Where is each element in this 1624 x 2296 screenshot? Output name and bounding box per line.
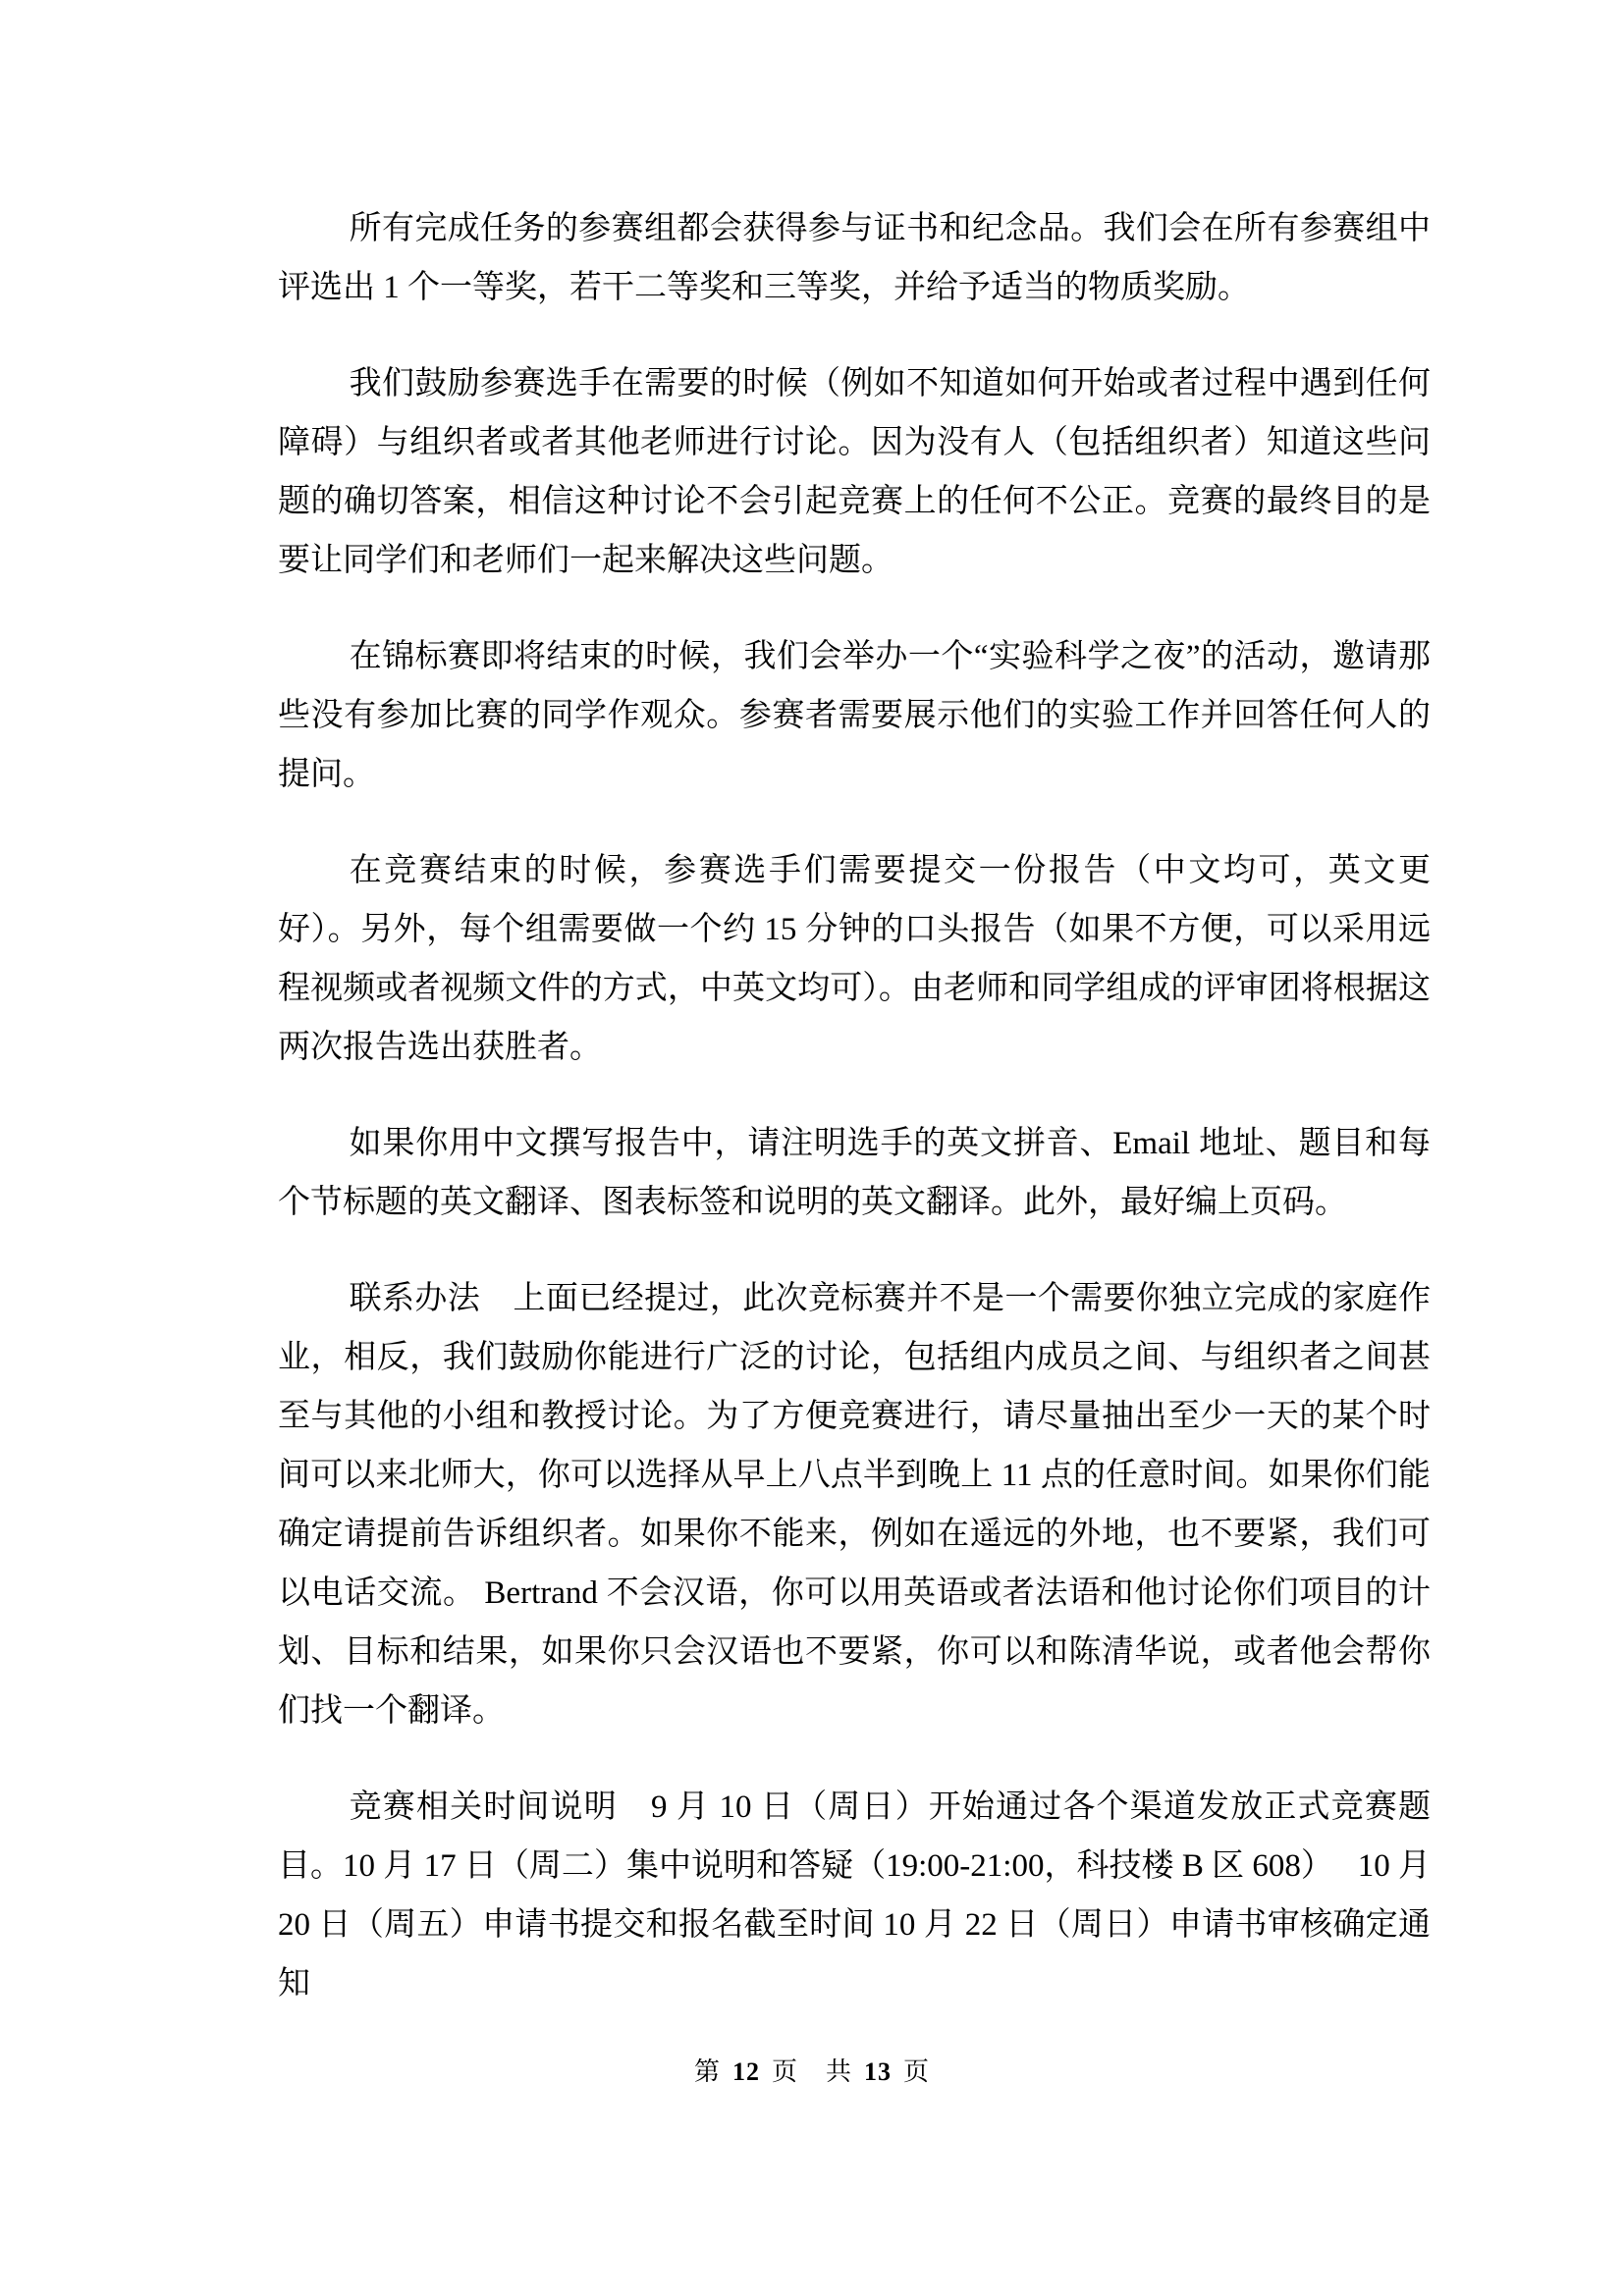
- paragraph-schedule: 竞赛相关时间说明 9 月 10 日（周日）开始通过各个渠道发放正式竞赛题目。10 月 17 日（周二）集中说明和答疑（19:00-21:00，科技楼 B 区 608） 10 月 20 日（周五）申请书提交和报名截至时间 10 月 22 日（周日）申请书审核确定通知: [278, 1789, 1431, 2002]
- footer-label-page-second: 页: [903, 2057, 931, 2086]
- paragraph-chinese-report-notes: 如果你用中文撰写报告中，请注明选手的英文拼音、Email 地址、题目和每个节标题的英文翻译、图表标签和说明的英文翻译。此外，最好编上页码。: [278, 1126, 1431, 1220]
- footer-label-page-first: 页: [771, 2057, 798, 2086]
- paragraph-discussion-encouragement: 我们鼓励参赛选手在需要的时候（例如不知道如何开始或者过程中遇到任何障碍）与组织者或者其他老师进行讨论。因为没有人（包括组织者）知道这些问题的确切答案，相信这种讨论不会引起竞赛上的任何不公正。竞赛的最终目的是要让同学们和老师们一起来解决这些问题。: [278, 366, 1431, 578]
- paragraph-science-night-event: 在锦标赛即将结束的时候，我们会举办一个“实验科学之夜”的活动，邀请那些没有参加比赛的同学作观众。参赛者需要展示他们的实验工作并回答任何人的提问。: [278, 639, 1431, 792]
- document-body: [278, 199, 1431, 2051]
- paragraph-awards: 所有完成任务的参赛组都会获得参与证书和纪念品。我们会在所有参赛组中评选出 1 个一等奖，若干二等奖和三等奖，并给予适当的物质奖励。: [278, 211, 1431, 305]
- page-footer: [0, 2055, 1624, 2090]
- footer-label-gong: 共: [826, 2057, 853, 2086]
- paragraph-contact-method: 联系办法 上面已经提过，此次竞标赛并不是一个需要你独立完成的家庭作业，相反，我们鼓励你能进行广泛的讨论，包括组内成员之间、与组织者之间甚至与其他的小组和教授讨论。为了方便竞赛进行，请尽量抽出至少一天的某个时间可以来北师大，你可以选择从早上八点半到晚上 11 点的任意时间。如果你们能确定请提前告诉组织者。如果你不能来，例如在遥远的外地，也不要紧，我们可以电话交流。 Bertrand 不会汉语，你可以用英语或者法语和他讨论你们项目的计划、目标和结果，如果你只会汉语也不要紧，你可以和陈清华说，或者他会帮你们找一个翻译。: [278, 1281, 1431, 1729]
- footer-label-di: 第: [693, 2057, 721, 2086]
- footer-page-number: 12: [731, 2057, 760, 2086]
- paragraph-final-report-requirements: 在竞赛结束的时候，参赛选手们需要提交一份报告（中文均可，英文更好）。另外，每个组需要做一个约 15 分钟的口头报告（如果不方便，可以采用远程视频或者视频文件的方式，中英文均可）。由老师和同学组成的评审团将根据这两次报告选出获胜者。: [278, 853, 1431, 1065]
- footer-total-pages: 13: [864, 2057, 893, 2086]
